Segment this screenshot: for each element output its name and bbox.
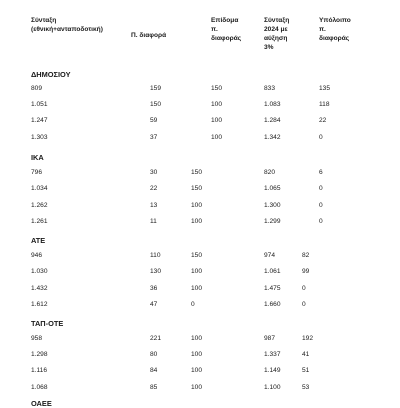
table-cell: 150 — [211, 85, 223, 92]
table-cell: 833 — [264, 85, 276, 92]
table-cell: 820 — [264, 169, 276, 176]
table-cell: 22 — [319, 117, 327, 124]
table-cell: 987 — [264, 335, 276, 342]
table-cell: 11 — [150, 218, 157, 225]
table-cell: 100 — [191, 202, 203, 209]
table-cell: 1.100 — [264, 384, 281, 391]
table-cell: 80 — [150, 351, 158, 358]
table-cell: 100 — [191, 351, 203, 358]
table-cell: 82 — [302, 252, 310, 259]
table-cell: 1.061 — [264, 268, 281, 275]
table-cell: 150 — [191, 169, 203, 176]
table-cell: 1.299 — [264, 218, 281, 225]
table-cell: 150 — [191, 185, 203, 192]
table-cell: 53 — [302, 384, 310, 391]
table-cell: 1.116 — [31, 367, 48, 374]
table-cell: 0 — [319, 134, 323, 141]
table-cell: 85 — [150, 384, 158, 391]
table-cell: 192 — [302, 335, 314, 342]
section-title: ΔΗΜΟΣΙΟΥ — [31, 70, 71, 79]
section-title: ΑΤΕ — [31, 236, 46, 245]
table-cell: 1.342 — [264, 134, 281, 141]
table-cell: 59 — [150, 117, 158, 124]
table-cell: 100 — [211, 101, 223, 108]
table-cell: 1.051 — [31, 101, 48, 108]
table-cell: 796 — [31, 169, 43, 176]
table-cell: 130 — [150, 268, 162, 275]
table-cell: 99 — [302, 268, 310, 275]
table-cell: 1.262 — [31, 202, 48, 209]
table-cell: 1.247 — [31, 117, 48, 124]
table-cell: 1.034 — [31, 185, 48, 192]
table-cell: 100 — [191, 218, 203, 225]
table-cell: 946 — [31, 252, 43, 259]
section-title: ΟΑΕΕ — [31, 399, 52, 408]
table-cell: 135 — [319, 85, 331, 92]
table-cell: 1.068 — [31, 384, 48, 391]
table-cell: 1.065 — [264, 185, 281, 192]
header-difference: Π. διαφορά — [131, 32, 167, 39]
table-cell: 22 — [150, 185, 158, 192]
table-cell: 30 — [150, 169, 158, 176]
table-cell: 118 — [319, 101, 330, 108]
header-remaining: Υπόλοιπο π. διαφοράς — [319, 17, 351, 42]
table-cell: 100 — [191, 285, 203, 292]
table-cell: 159 — [150, 85, 162, 92]
table-cell: 110 — [150, 252, 161, 259]
table-cell: 809 — [31, 85, 43, 92]
table-cell: 47 — [150, 301, 158, 308]
table-cell: 100 — [191, 268, 203, 275]
table-cell: 1.303 — [31, 134, 48, 141]
table-cell: 0 — [191, 301, 195, 308]
header-allowance: Επίδομα π. διαφοράς — [211, 17, 242, 42]
table-cell: 6 — [319, 169, 323, 176]
table-cell: 13 — [150, 202, 158, 209]
table-cell: 100 — [191, 367, 203, 374]
table-cell: 1.261 — [31, 218, 48, 225]
table-cell: 1.612 — [31, 301, 48, 308]
table-cell: 0 — [302, 285, 306, 292]
table-cell: 1.300 — [264, 202, 281, 209]
table-cell: 150 — [191, 252, 203, 259]
table-cell: 1.030 — [31, 268, 48, 275]
table-cell: 37 — [150, 134, 158, 141]
table-cell: 36 — [150, 285, 158, 292]
table-cell: 1.284 — [264, 117, 281, 124]
header-pension-2024: Σύνταξη 2024 με αύξηση 3% — [264, 17, 290, 51]
table-cell: 100 — [211, 117, 223, 124]
table-cell: 100 — [191, 335, 203, 342]
table-cell: 0 — [302, 301, 306, 308]
table-cell: 41 — [302, 351, 310, 358]
table-cell: 100 — [211, 134, 223, 141]
table-cell: 1.083 — [264, 101, 281, 108]
section-title: ΙΚΑ — [31, 153, 44, 162]
table-cell: 100 — [191, 384, 203, 391]
table-cell: 958 — [31, 335, 43, 342]
table-cell: 0 — [319, 218, 323, 225]
table-cell: 1.149 — [264, 367, 281, 374]
table-cell: 221 — [150, 335, 162, 342]
table-cell: 1.660 — [264, 301, 281, 308]
table-cell: 1.298 — [31, 351, 48, 358]
table-cell: 0 — [319, 202, 323, 209]
table-cell: 974 — [264, 252, 276, 259]
table-cell: 1.432 — [31, 285, 48, 292]
table-cell: 1.337 — [264, 351, 281, 358]
table-cell: 1.475 — [264, 285, 281, 292]
table-cell: 0 — [319, 185, 323, 192]
section-title: ΤΑΠ-ΟΤΕ — [31, 319, 64, 328]
table-cell: 51 — [302, 367, 310, 374]
header-pension: Σύνταξη (εθνική+ανταποδοτική) — [31, 17, 103, 33]
table-cell: 150 — [150, 101, 162, 108]
table-cell: 84 — [150, 367, 158, 374]
